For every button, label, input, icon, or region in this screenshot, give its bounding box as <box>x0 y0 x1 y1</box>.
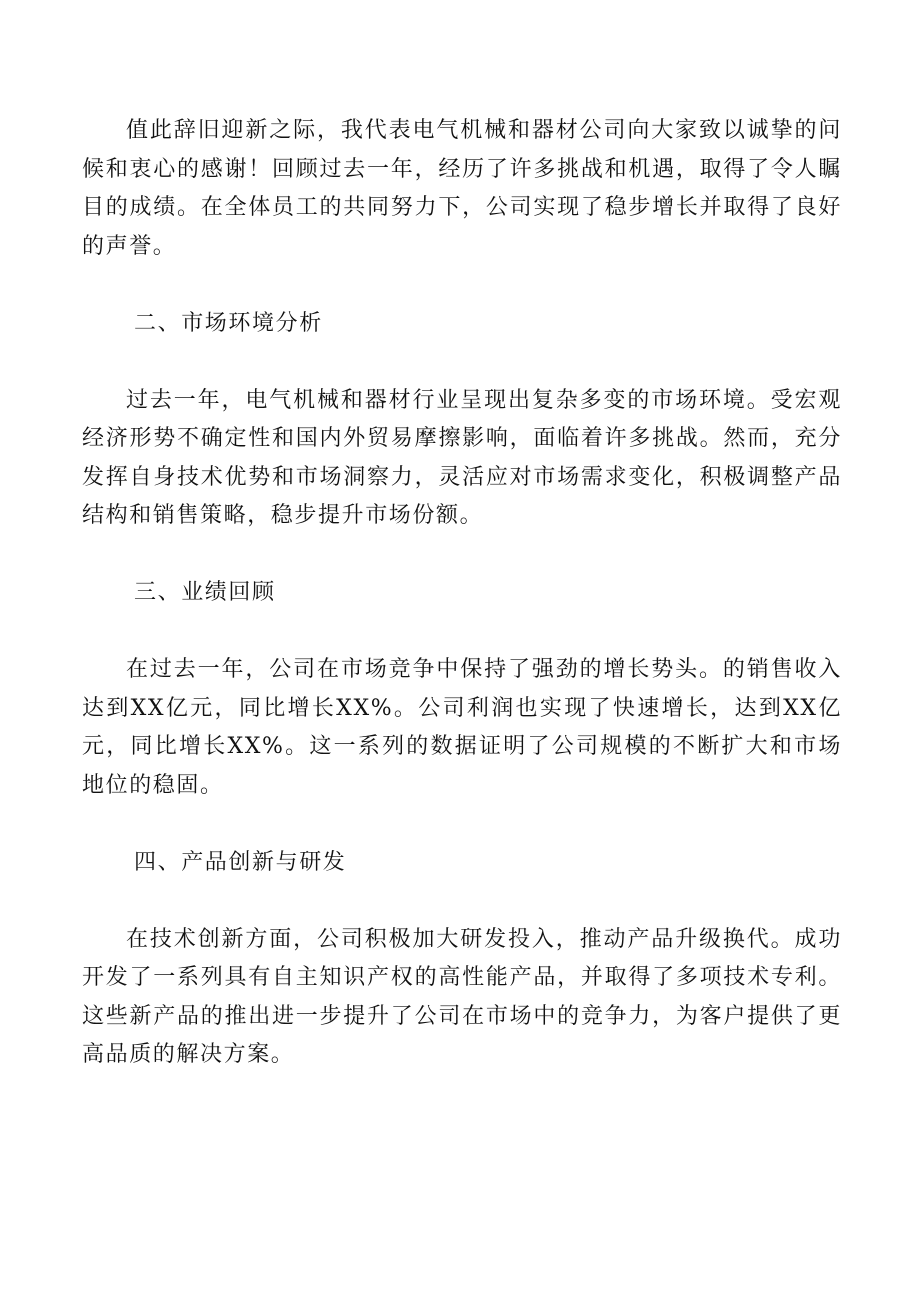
paragraph-product-innovation: 在技术创新方面，公司积极加大研发投入，推动产品升级换代。成功开发了一系列具有自主知识产权的高性能产品，并取得了多项技术专利。这些新产品的推出进一步提升了公司在市场中的竞争力，为客户提供了更高品质的解决方案。 <box>82 926 842 1067</box>
section-heading-product-innovation: 四、产品创新与研发 <box>134 849 347 875</box>
section-heading-market-analysis: 二、市场环境分析 <box>134 310 323 336</box>
paragraph-market-analysis: 过去一年，电气机械和器材行业呈现出复杂多变的市场环境。受宏观经济形势不确定性和国内外贸易摩擦影响，面临着许多挑战。然而，充分发挥自身技术优势和市场洞察力，灵活应对市场需求变化，积极调整产品结构和销售策略，稳步提升市场份额。 <box>82 387 842 528</box>
paragraph-performance-review: 在过去一年，公司在市场竞争中保持了强劲的增长势头。的销售收入达到XX亿元，同比增长XX%。公司利润也实现了快速增长，达到XX亿元，同比增长XX%。这一系列的数据证明了公司规模的不断扩大和市场地位的稳固。 <box>82 657 842 798</box>
document-page <box>82 112 842 1075</box>
paragraph-greeting: 值此辞旧迎新之际，我代表电气机械和器材公司向大家致以诚挚的问候和衷心的感谢！回顾过去一年，经历了许多挑战和机遇，取得了令人瞩目的成绩。在全体员工的共同努力下，公司实现了稳步增长并取得了良好的声誉。 <box>82 118 842 259</box>
section-heading-performance-review: 三、业绩回顾 <box>134 580 276 605</box>
